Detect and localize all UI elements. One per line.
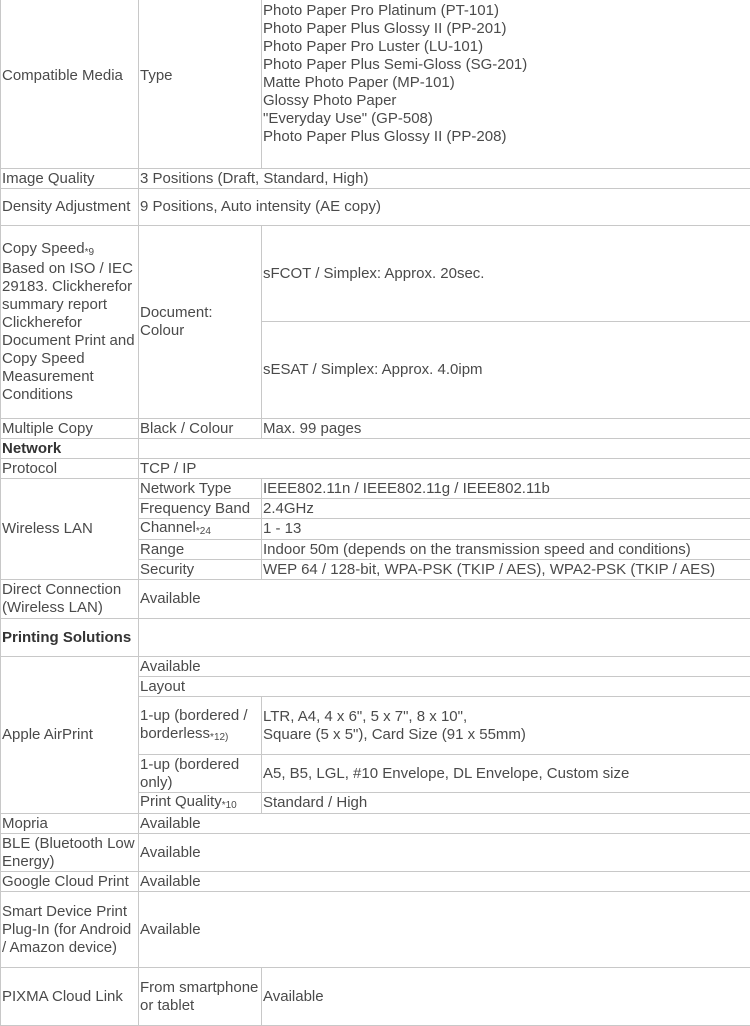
row-airprint-available	[1, 657, 750, 677]
multiple-copy-value: Max. 99 pages	[262, 419, 750, 439]
copy-speed-value-esat: sESAT / Simplex: Approx. 4.0ipm	[262, 322, 750, 419]
network-header-empty	[139, 439, 750, 459]
pixma-cloud-sub: From smartphone or tablet	[139, 968, 262, 1026]
media-item: Glossy Photo Paper	[263, 92, 749, 110]
airprint-layout: Layout	[139, 677, 750, 697]
oneup-borderless-text: 1-up (bordered / borderless	[140, 707, 248, 742]
row-multiple-copy	[1, 419, 750, 439]
channel-title: Channel	[140, 519, 196, 536]
printing-header-empty	[139, 619, 750, 657]
security-value: WEP 64 / 128-bit, WPA-PSK (TKIP / AES), WPA2-PSK (TKIP / AES)	[262, 560, 750, 580]
oneup-bordered-label: 1-up (bordered only)	[139, 755, 262, 793]
protocol-value: TCP / IP	[139, 459, 750, 479]
copy-speed-sub: Document: Colour	[139, 226, 262, 419]
wireless-lan-label: Wireless LAN	[1, 479, 139, 580]
ble-label: BLE (Bluetooth Low Energy)	[1, 834, 139, 872]
row-protocol	[1, 459, 750, 479]
print-quality-text: Print Quality	[140, 793, 222, 810]
row-image-quality	[1, 169, 750, 189]
mopria-value: Available	[139, 814, 750, 834]
oneup-bordered-value: A5, B5, LGL, #10 Envelope, DL Envelope, Custom size	[262, 755, 750, 793]
row-compatible-media	[1, 0, 750, 169]
channel-label	[139, 519, 262, 540]
copy-speed-label	[1, 226, 139, 419]
row-mopria	[1, 814, 750, 834]
row-gcp	[1, 872, 750, 892]
media-item: Matte Photo Paper (MP-101)	[263, 74, 749, 92]
airprint-label: Apple AirPrint	[1, 657, 139, 814]
copy-speed-details: Based on ISO / IEC 29183. Clickherefor summary report Clickherefor Document Print and Copy Speed Measurement Conditions	[2, 260, 135, 403]
compatible-media-list	[262, 0, 750, 169]
row-wlan-network-type	[1, 479, 750, 499]
range-label: Range	[139, 540, 262, 560]
media-item: Photo Paper Plus Glossy II (PP-201)	[263, 20, 749, 38]
oneup-borderless-note: *12)	[210, 732, 228, 743]
row-sdp	[1, 892, 750, 968]
direct-connection-value: Available	[139, 580, 750, 619]
row-ble	[1, 834, 750, 872]
multiple-copy-label: Multiple Copy	[1, 419, 139, 439]
network-header: Network	[1, 439, 139, 459]
density-label: Density Adjustment	[1, 189, 139, 226]
media-item: Photo Paper Pro Platinum (PT-101)	[263, 2, 749, 20]
row-copy-speed-1	[1, 226, 750, 322]
row-printing-header	[1, 619, 750, 657]
copy-speed-note: *9	[85, 247, 94, 258]
image-quality-value: 3 Positions (Draft, Standard, High)	[139, 169, 750, 189]
channel-note: *24	[196, 526, 211, 537]
gcp-label: Google Cloud Print	[1, 872, 139, 892]
image-quality-label: Image Quality	[1, 169, 139, 189]
direct-connection-label: Direct Connection (Wireless LAN)	[1, 580, 139, 619]
multiple-copy-sub: Black / Colour	[139, 419, 262, 439]
protocol-label: Protocol	[1, 459, 139, 479]
range-value: Indoor 50m (depends on the transmission speed and conditions)	[262, 540, 750, 560]
media-item: Photo Paper Pro Luster (LU-101)	[263, 38, 749, 56]
frequency-band-label: Frequency Band	[139, 499, 262, 519]
oneup-borderless-line1: LTR, A4, 4 x 6", 5 x 7", 8 x 10",	[263, 708, 749, 726]
pixma-cloud-label: PIXMA Cloud Link	[1, 968, 139, 1026]
pixma-cloud-value: Available	[262, 968, 750, 1026]
row-direct-connection	[1, 580, 750, 619]
network-type-value: IEEE802.11n / IEEE802.11g / IEEE802.11b	[262, 479, 750, 499]
oneup-borderless-value	[262, 697, 750, 755]
oneup-borderless-label	[139, 697, 262, 755]
media-item: Photo Paper Plus Glossy II (PP-208)	[263, 128, 749, 146]
print-quality-label	[139, 793, 262, 814]
network-type-label: Network Type	[139, 479, 262, 499]
sdp-label: Smart Device Print Plug-In (for Android / Amazon device)	[1, 892, 139, 968]
mopria-label: Mopria	[1, 814, 139, 834]
copy-speed-title: Copy Speed	[2, 240, 85, 257]
compatible-media-sub: Type	[139, 0, 262, 169]
copy-speed-value-fcot: sFCOT / Simplex: Approx. 20sec.	[262, 226, 750, 322]
media-item: "Everyday Use" (GP-508)	[263, 110, 749, 128]
ble-value: Available	[139, 834, 750, 872]
print-quality-value: Standard / High	[262, 793, 750, 814]
channel-value: 1 - 13	[262, 519, 750, 540]
printing-solutions-header: Printing Solutions	[1, 619, 139, 657]
media-item: Photo Paper Plus Semi-Gloss (SG-201)	[263, 56, 749, 74]
oneup-borderless-line2: Square (5 x 5"), Card Size (91 x 55mm)	[263, 726, 749, 744]
gcp-value: Available	[139, 872, 750, 892]
compatible-media-label: Compatible Media	[1, 0, 139, 169]
frequency-band-value: 2.4GHz	[262, 499, 750, 519]
row-density	[1, 189, 750, 226]
print-quality-note: *10	[222, 800, 237, 811]
sdp-value: Available	[139, 892, 750, 968]
row-network-header	[1, 439, 750, 459]
density-value: 9 Positions, Auto intensity (AE copy)	[139, 189, 750, 226]
security-label: Security	[139, 560, 262, 580]
row-pixma-cloud	[1, 968, 750, 1026]
airprint-available: Available	[139, 657, 750, 677]
